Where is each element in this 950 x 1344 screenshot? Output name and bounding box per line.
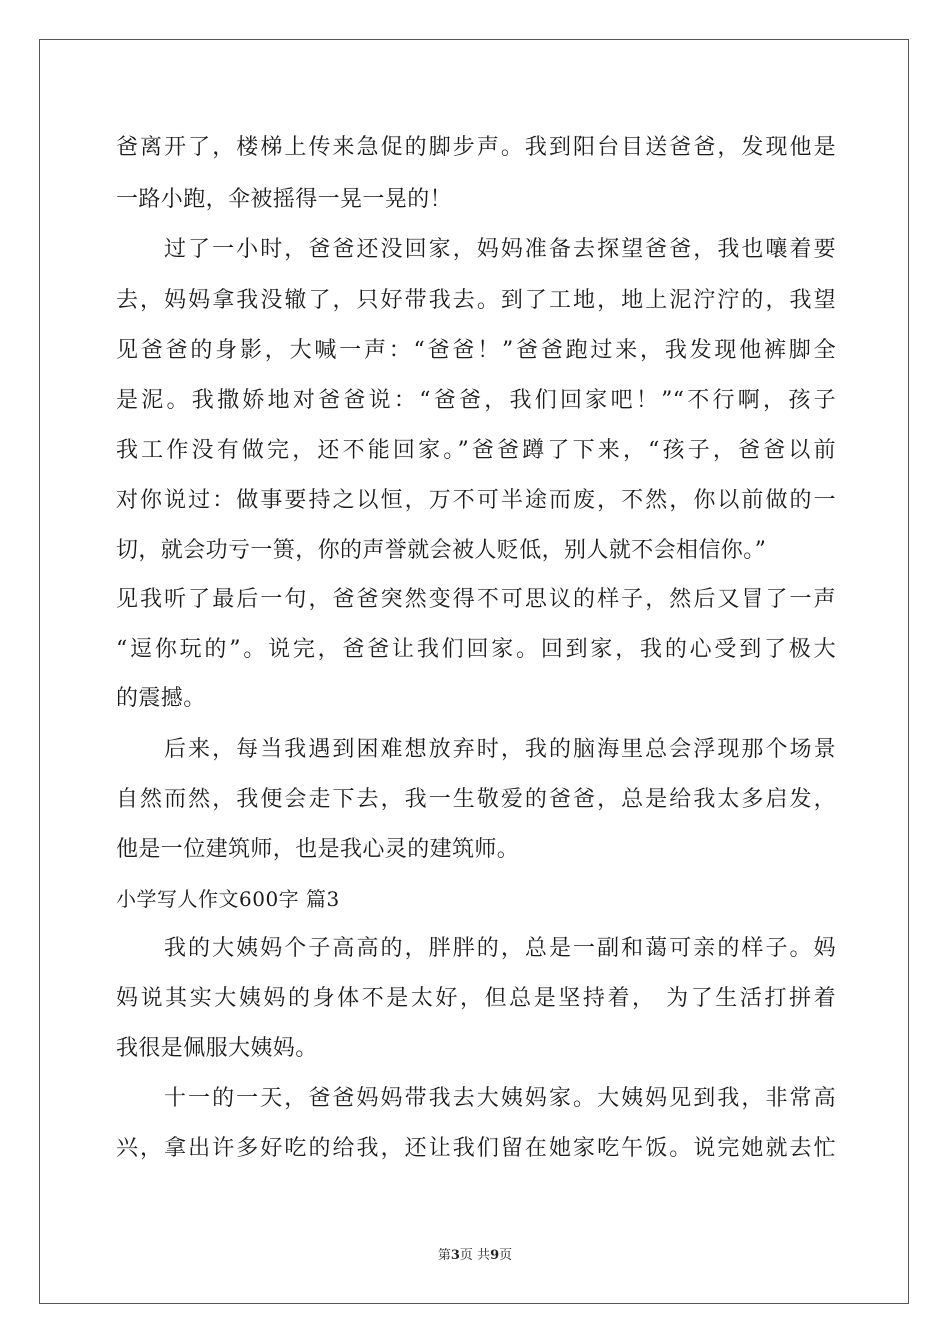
body-line-10: 见我听了最后一句，爸爸突然变得不可思议的样子，然后又冒了一声 [116,587,836,612]
body-line-18: 妈说其实大姨妈的身体不是太好，但总是坚持着， 为了生活打拼着 [116,986,836,1011]
body-line-4: 去，妈妈拿我没辙了，只好带我去。到了工地，地上泥泞泞的，我望 [116,288,836,313]
footer-prefix: 第 [437,1248,451,1263]
body-line-13: 后来，每当我遇到困难想放弃时，我的脑海里总会浮现那个场景 [164,737,836,762]
body-line-1: 爸离开了，楼梯上传来急促的脚步声。我到阳台目送爸爸，发现他是 [116,135,836,160]
body-line-6: 是泥。我撒娇地对爸爸说：“爸爸，我们回家吧！”“不行啊，孩子 [116,388,836,413]
section-heading: 小学写人作文600字 篇3 [116,887,340,911]
body-line-17: 我的大姨妈个子高高的，胖胖的，总是一副和蔼可亲的样子。妈 [164,936,836,961]
footer-middle: 页 共 [459,1248,491,1263]
body-line-11: “逗你玩的”。说完，爸爸让我们回家。回到家，我的心受到了极大 [116,637,836,662]
footer-suffix: 页 [499,1248,513,1263]
body-line-15: 他是一位建筑师，也是我心灵的建筑师。 [116,837,520,862]
body-line-5: 见爸爸的身影，大喊一声：“爸爸！”爸爸跑过来，我发现他裤脚全 [116,338,836,363]
body-line-8: 对你说过：做事要持之以恒，万不可半途而废，不然，你以前做的一 [116,488,836,513]
footer-total-pages: 9 [490,1248,500,1263]
body-line-7: 我工作没有做完，还不能回家。”爸爸蹲了下来，“孩子，爸爸以前 [116,438,836,463]
body-line-2: 一路小跑，伞被摇得一晃一晃的！ [116,187,453,212]
body-line-14: 自然而然，我便会走下去，我一生敬爱的爸爸，总是给我太多启发， [116,787,836,812]
body-line-9: 切，就会功亏一篑，你的声誉就会被人贬低，别人就不会相信你。” [116,538,767,563]
body-line-12: 的震撼。 [116,686,206,711]
body-line-21: 兴，拿出许多好吃的给我，还让我们留在她家吃午饭。说完她就去忙 [116,1136,836,1161]
body-line-20: 十一的一天，爸爸妈妈带我去大姨妈家。大姨妈见到我，非常高 [164,1086,836,1111]
footer-current-page: 3 [450,1248,460,1263]
body-line-3: 过了一小时，爸爸还没回家，妈妈准备去探望爸爸，我也嚷着要 [164,237,836,262]
body-line-19: 我很是佩服大姨妈。 [116,1036,318,1061]
page-footer [0,1246,950,1266]
